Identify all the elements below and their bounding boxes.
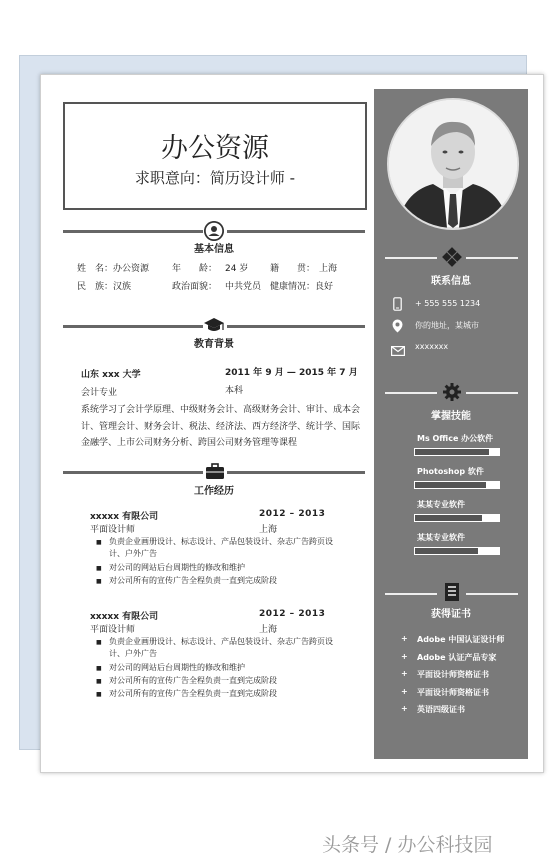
location-pin-icon <box>392 318 403 337</box>
job-city: 上海 <box>259 625 278 635</box>
field-name-value: 办公资源 <box>113 264 150 274</box>
cert-item: 平面设计师资格证书 <box>417 670 489 679</box>
job-company: xxxxx 有限公司 <box>90 512 159 522</box>
field-political-value: 中共党员 <box>225 282 262 292</box>
sidebar-divider <box>466 593 518 595</box>
major: 会计专业 <box>81 388 118 398</box>
mail-icon <box>391 341 405 360</box>
field-name-label: 姓 名： <box>77 264 114 274</box>
certs-title: 获得证书 <box>431 609 471 620</box>
briefcase-icon <box>205 462 225 480</box>
skill-level-bar <box>414 514 500 522</box>
sidebar <box>374 89 528 759</box>
skill-level-bar <box>414 448 500 456</box>
job-bullet: ■ 负责企业画册设计、标志设计、产品包装设计、杂志广告跨页设计、户外广告 <box>109 536 339 560</box>
certificate-icon <box>444 582 460 602</box>
plus-icon: + <box>401 686 408 696</box>
field-health-value: 良好 <box>315 282 334 292</box>
basic-info-title: 基本信息 <box>194 244 234 255</box>
resume-page <box>40 74 544 773</box>
skill-level-fill <box>415 515 482 521</box>
section-divider <box>63 325 203 328</box>
job-period: 2012 – 2013 <box>259 609 326 619</box>
skill-level-fill <box>415 482 486 488</box>
sidebar-divider <box>385 593 437 595</box>
field-hometown-value: 上海 <box>319 264 338 274</box>
plus-icon: + <box>401 704 408 713</box>
skill-name: 某某专业软件 <box>417 500 465 509</box>
school-name: 山东 xxx 大学 <box>81 370 141 380</box>
skill-name: Ms Office 办公软件 <box>417 434 494 443</box>
graduation-cap-icon <box>203 315 225 335</box>
plus-icon: + <box>401 669 408 678</box>
job-position: 平面设计师 <box>90 525 136 535</box>
contact-phone: + 555 555 1234 <box>415 299 481 308</box>
gear-icon <box>442 382 462 402</box>
degree: 本科 <box>225 386 244 396</box>
job-company: xxxxx 有限公司 <box>90 612 159 622</box>
job-bullet: ■ 对公司所有的宣传广告全程负责一直到完成阶段 <box>109 575 339 587</box>
plus-icon: + <box>401 634 408 643</box>
job-bullet: ■ 对公司所有的宣传广告全程负责一直到完成阶段 <box>109 675 339 687</box>
profile-photo <box>387 98 519 230</box>
education-period: 2011 年 9 月 — 2015 年 7 月 <box>225 368 358 378</box>
field-ethnicity-value: 汉族 <box>113 282 132 292</box>
title-box <box>63 102 367 210</box>
contact-email: xxxxxxx <box>415 342 449 351</box>
cert-item: 平面设计师资格证书 <box>417 687 489 697</box>
section-divider <box>227 325 365 328</box>
field-age-label: 年 龄： <box>172 264 218 274</box>
plus-icon: + <box>401 651 408 661</box>
sidebar-divider <box>385 392 437 394</box>
section-divider <box>227 471 365 474</box>
work-title: 工作经历 <box>194 486 234 497</box>
field-age-value: 24 岁 <box>225 264 249 274</box>
education-description: 系统学习了会计学原理、中级财务会计、高级财务会计、审计、成本会计、管理会计、财务会计、税法、经济法、西方经济学、统计学、国际金融学、上市公司财务分析、跨国公司财务管理等课程 <box>81 405 361 448</box>
job-period: 2012 – 2013 <box>259 509 326 519</box>
job-bullet: ■ 对公司所有的宣传广告全程负责一直到完成阶段 <box>109 688 339 700</box>
job-bullet: ■ 负责企业画册设计、标志设计、产品包装设计、杂志广告跨页设计、户外广告 <box>109 636 339 660</box>
contact-address: 你的地址，某城市 <box>415 321 479 330</box>
skill-level-fill <box>415 548 478 554</box>
skill-level-bar <box>414 481 500 489</box>
section-divider <box>227 230 365 233</box>
skill-name: 某某专业软件 <box>417 533 465 542</box>
job-intention: 求职意向：简历设计师 - <box>134 169 296 187</box>
cert-item: Adobe 中国认证设计师 <box>417 635 505 644</box>
cert-item: 英语四级证书 <box>417 705 465 714</box>
sidebar-divider <box>466 392 518 394</box>
job-bullet: ■ 对公司的网站后台周期性的修改和维护 <box>109 662 339 674</box>
section-divider <box>63 230 203 233</box>
skill-level-fill <box>415 449 489 455</box>
education-title: 教育背景 <box>194 339 234 350</box>
skill-name: Photoshop 软件 <box>417 467 484 476</box>
field-ethnicity-label: 民 族： <box>77 282 114 292</box>
field-political-label: 政治面貌： <box>172 282 218 292</box>
phone-icon <box>393 296 402 315</box>
skill-level-bar <box>414 547 500 555</box>
section-divider <box>63 471 203 474</box>
watermark: 头条号 / 办公科技园 <box>322 834 493 856</box>
person-icon <box>204 221 224 241</box>
applicant-name: 办公资源 <box>161 133 269 164</box>
field-health-label: 健康情况： <box>270 282 316 292</box>
job-position: 平面设计师 <box>90 625 136 635</box>
job-bullet: ■ 对公司的网站后台周期性的修改和维护 <box>109 562 339 574</box>
diamond-grid-icon <box>442 247 462 267</box>
contact-title: 联系信息 <box>431 276 471 287</box>
sidebar-divider <box>466 257 518 259</box>
cert-item: Adobe 认证产品专家 <box>417 652 497 662</box>
field-hometown-label: 籍 贯： <box>270 264 316 274</box>
job-city: 上海 <box>259 525 278 535</box>
sidebar-divider <box>385 257 437 259</box>
skills-title: 掌握技能 <box>431 411 471 422</box>
